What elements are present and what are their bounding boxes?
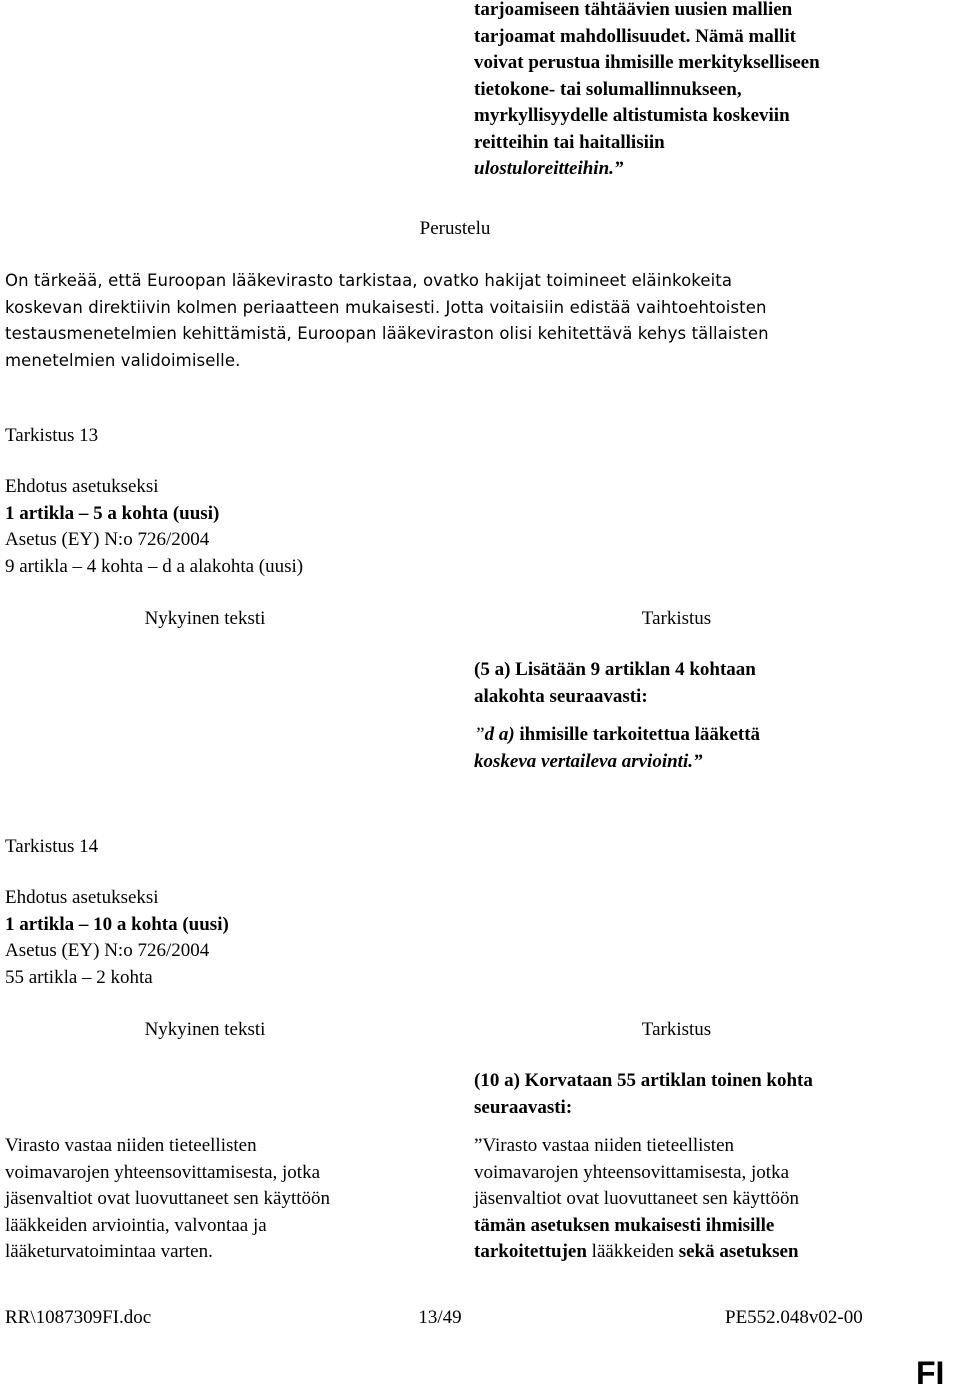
article-ref: 1 artikla – 10 a kohta (uusi) xyxy=(5,913,229,935)
text-line: menetelmien validoimiselle. xyxy=(5,350,241,370)
text-line: lääkkeiden arviointia, valvontaa ja xyxy=(5,1214,267,1236)
footer-page-number: 13/49 xyxy=(418,1307,462,1328)
column-header-current-text: Nykyinen teksti xyxy=(144,608,266,629)
text-line: ihmisille tarkoitettua lääkettä xyxy=(514,724,761,745)
text-line: jäsenvaltiot ovat luovuttaneet sen käyttöön xyxy=(5,1188,331,1209)
text-line: On tärkeää, että Euroopan lääkevirasto tarkistaa, ovatko hakijat toimineet eläinkokeita xyxy=(5,271,733,290)
justification-heading: Perustelu xyxy=(419,218,491,239)
footer-pe-ref: PE552.048v02-00 xyxy=(725,1307,863,1328)
amendment-14-header xyxy=(5,885,605,991)
column-header-current-text: Nykyinen teksti xyxy=(144,1019,266,1040)
text-line: koskevan direktiivin kolmen periaatteen mukaisesti. Jotta voitaisiin edistää vaihtoehtoisten xyxy=(5,297,767,317)
article-ref: 1 artikla – 5 a kohta (uusi) xyxy=(5,502,220,524)
quote-mark: ” xyxy=(474,724,485,745)
text-line: voimavarojen yhteensovittamisesta, jotka xyxy=(474,1161,790,1183)
text-line: tarjoamat mahdollisuudet. Nämä mallit xyxy=(474,25,796,47)
footer-language-code: FI xyxy=(916,1355,945,1391)
amendment-14-title: Tarkistus 14 xyxy=(5,836,99,857)
regulation-ref: Asetus (EY) N:o 726/2004 xyxy=(5,529,210,550)
footer-doc-ref: RR\1087309FI.doc xyxy=(5,1307,152,1328)
text-line: reitteihin tai haitallisiin xyxy=(474,131,665,153)
text-line: Virasto vastaa niiden tieteellisten xyxy=(5,1135,257,1156)
text-line: (5 a) Lisätään 9 artiklan 4 kohtaan xyxy=(474,659,756,680)
previous-amendment-tail xyxy=(474,0,944,183)
text-line: ”Virasto vastaa niiden tieteellisten xyxy=(474,1135,735,1156)
proposal-label: Ehdotus asetukseksi xyxy=(5,887,159,908)
justification-text xyxy=(5,268,955,374)
text-line: koskeva vertaileva arviointi.” xyxy=(474,750,703,772)
proposal-label: Ehdotus asetukseksi xyxy=(5,476,159,497)
subarticle-ref: 9 artikla – 4 kohta – d a alakohta (uusi) xyxy=(5,555,304,577)
text-line: jäsenvaltiot ovat luovuttaneet sen käyttöön xyxy=(474,1188,800,1209)
text-span: tarkoitettujen xyxy=(474,1241,587,1262)
column-header-amendment: Tarkistus xyxy=(641,1019,712,1040)
text-line: lääketurvatoimintaa varten. xyxy=(5,1241,213,1262)
text-line: testausmenetelmien kehittämistä, Euroopan lääkeviraston olisi kehitettävä kehys tällaisten xyxy=(5,324,769,343)
amendment-13-title: Tarkistus 13 xyxy=(5,425,99,446)
amendment-text-column xyxy=(474,1133,954,1266)
subarticle-ref: 55 artikla – 2 kohta xyxy=(5,966,153,988)
text-line: myrkyllisyydelle altistumista koskeviin xyxy=(474,105,790,126)
text-span: sekä asetuksen xyxy=(678,1241,799,1262)
amendment-14-intro xyxy=(474,1068,954,1121)
point-label: d a) xyxy=(484,724,515,745)
text-line: tämän asetuksen mukaisesti ihmisille xyxy=(474,1214,775,1236)
regulation-ref: Asetus (EY) N:o 726/2004 xyxy=(5,940,210,961)
text-line: alakohta seuraavasti: xyxy=(474,685,648,707)
column-header-amendment: Tarkistus xyxy=(641,608,712,629)
text-line: voivat perustua ihmisille merkitykselliseen xyxy=(474,52,820,73)
text-span: lääkkeiden xyxy=(586,1241,679,1262)
text-line: voimavarojen yhteensovittamisesta, jotka xyxy=(5,1161,321,1183)
text-line: tietokone- tai solumallinnukseen, xyxy=(474,78,742,100)
text-line: (10 a) Korvataan 55 artiklan toinen kohta xyxy=(474,1070,813,1091)
amendment-13-text xyxy=(474,657,954,775)
text-line: ulostuloreitteihin.” xyxy=(474,158,624,179)
text-line: seuraavasti: xyxy=(474,1096,573,1118)
text-line: tarjoamiseen tähtäävien uusien mallien xyxy=(474,0,793,20)
current-text-column xyxy=(5,1133,465,1266)
amendment-13-header xyxy=(5,474,605,580)
